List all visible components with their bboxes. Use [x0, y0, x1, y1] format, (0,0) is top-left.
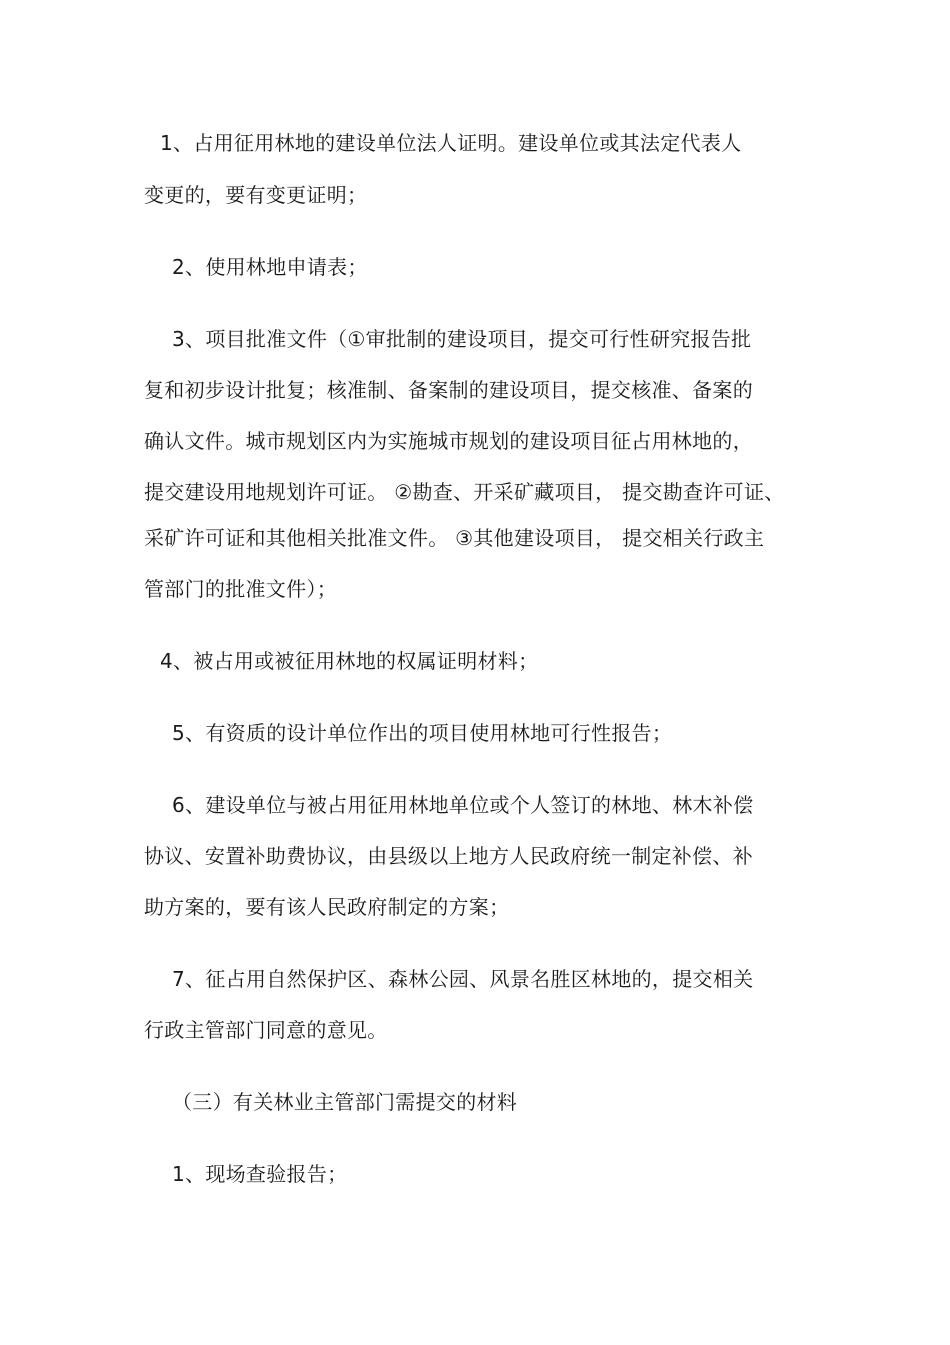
- item-3-line-3: 确认文件。城市规划区内为实施城市规划的建设项目征占用林地的，: [144, 429, 753, 453]
- item-2-line-1: 2、使用林地申请表；: [172, 255, 368, 279]
- item-3-line-6: 管部门的批准文件）；: [144, 577, 337, 601]
- item-6-line-3: 助方案的，要有该人民政府制定的方案；: [144, 895, 510, 919]
- item-7-line-2: 行政主管部门同意的意见。: [144, 1018, 388, 1042]
- item-1-line-2: 变更的，要有变更证明；: [144, 183, 368, 207]
- section-heading: （三）有关林业主管部门需提交的材料: [172, 1090, 518, 1114]
- item-3-line-2: 复和初步设计批复；核准制、备案制的建设项目，提交核准、备案的: [144, 378, 753, 402]
- item-6-line-1: 6、建设单位与被占用征用林地单位或个人签订的林地、林木补偿: [172, 793, 754, 817]
- item-5-line-1: 5、有资质的设计单位作出的项目使用林地可行性报告；: [172, 721, 673, 745]
- item-4-line-1: 4、被占用或被征用林地的权属证明材料；: [160, 649, 539, 673]
- item-3-line-4: 提交建设用地规划许可证。 ②勘查、开采矿藏项目， 提交勘查许可证、: [144, 480, 785, 504]
- section-item-1-line-1: 1、现场查验报告；: [172, 1162, 348, 1186]
- item-6-line-2: 协议、安置补助费协议，由县级以上地方人民政府统一制定补偿、补: [144, 844, 753, 868]
- item-7-line-1: 7、征占用自然保护区、森林公园、风景名胜区林地的，提交相关: [172, 967, 754, 991]
- item-3-line-1: 3、项目批准文件（①审批制的建设项目，提交可行性研究报告批: [172, 327, 752, 351]
- item-1-line-1: 1、占用征用林地的建设单位法人证明。建设单位或其法定代表人: [160, 131, 742, 155]
- item-3-line-5: 采矿许可证和其他相关批准文件。 ③其他建设项目， 提交相关行政主: [144, 526, 765, 550]
